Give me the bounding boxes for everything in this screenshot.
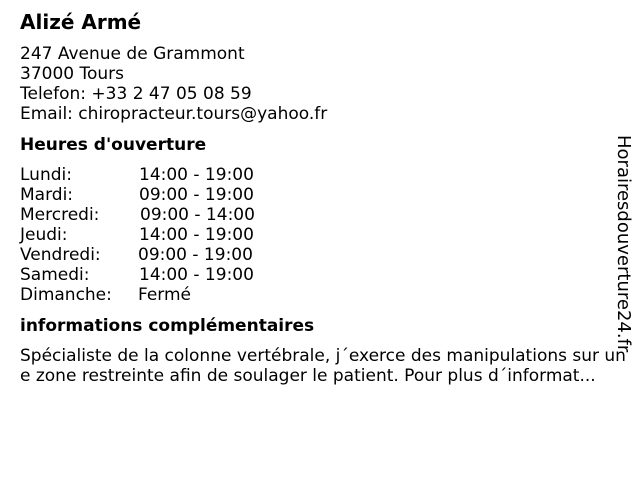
time-value: Fermé [138, 285, 192, 305]
time-value: 14:00 - 19:00 [139, 225, 254, 245]
day-label: Lundi: [20, 165, 72, 185]
day-label: Mercredi: [20, 205, 100, 225]
day-label: Mardi: [20, 185, 74, 205]
site-watermark: Horairesdouverture24.fr [613, 135, 634, 353]
additional-info-text: Spécialiste de la colonne vertébrale, j´exerce des manipulations sur une zone restreinte afin de soulager le patient. Pour plus d´informat... [20, 346, 626, 386]
day-label: Vendredi: [20, 245, 101, 265]
day-label: Jeudi: [20, 225, 68, 245]
hours-row-thursday [20, 225, 630, 245]
time-value: 14:00 - 19:00 [139, 265, 254, 285]
time-value: 09:00 - 19:00 [138, 245, 253, 265]
day-label: Dimanche: [20, 285, 112, 305]
email-address: Email: chiropracteur.tours@yahoo.fr [20, 104, 328, 124]
day-label: Samedi: [20, 265, 90, 285]
hours-row-monday [20, 165, 630, 185]
address-street: 247 Avenue de Grammont [20, 44, 245, 64]
hours-row-wednesday [20, 205, 630, 225]
business-card [20, 8, 630, 386]
time-value: 14:00 - 19:00 [139, 165, 254, 185]
address-city: 37000 Tours [20, 64, 125, 84]
additional-info-heading: informations complémentaires [20, 316, 315, 336]
hours-row-sunday [20, 285, 630, 305]
hours-row-friday [20, 245, 630, 265]
business-name: Alizé Armé [20, 10, 142, 34]
hours-row-saturday [20, 265, 630, 285]
phone-number: Telefon: +33 2 47 05 08 59 [20, 84, 252, 104]
time-value: 09:00 - 19:00 [139, 185, 254, 205]
opening-hours-table [20, 165, 630, 305]
hours-row-tuesday [20, 185, 630, 205]
time-value: 09:00 - 14:00 [140, 205, 255, 225]
opening-hours-heading: Heures d'ouverture [20, 135, 207, 155]
